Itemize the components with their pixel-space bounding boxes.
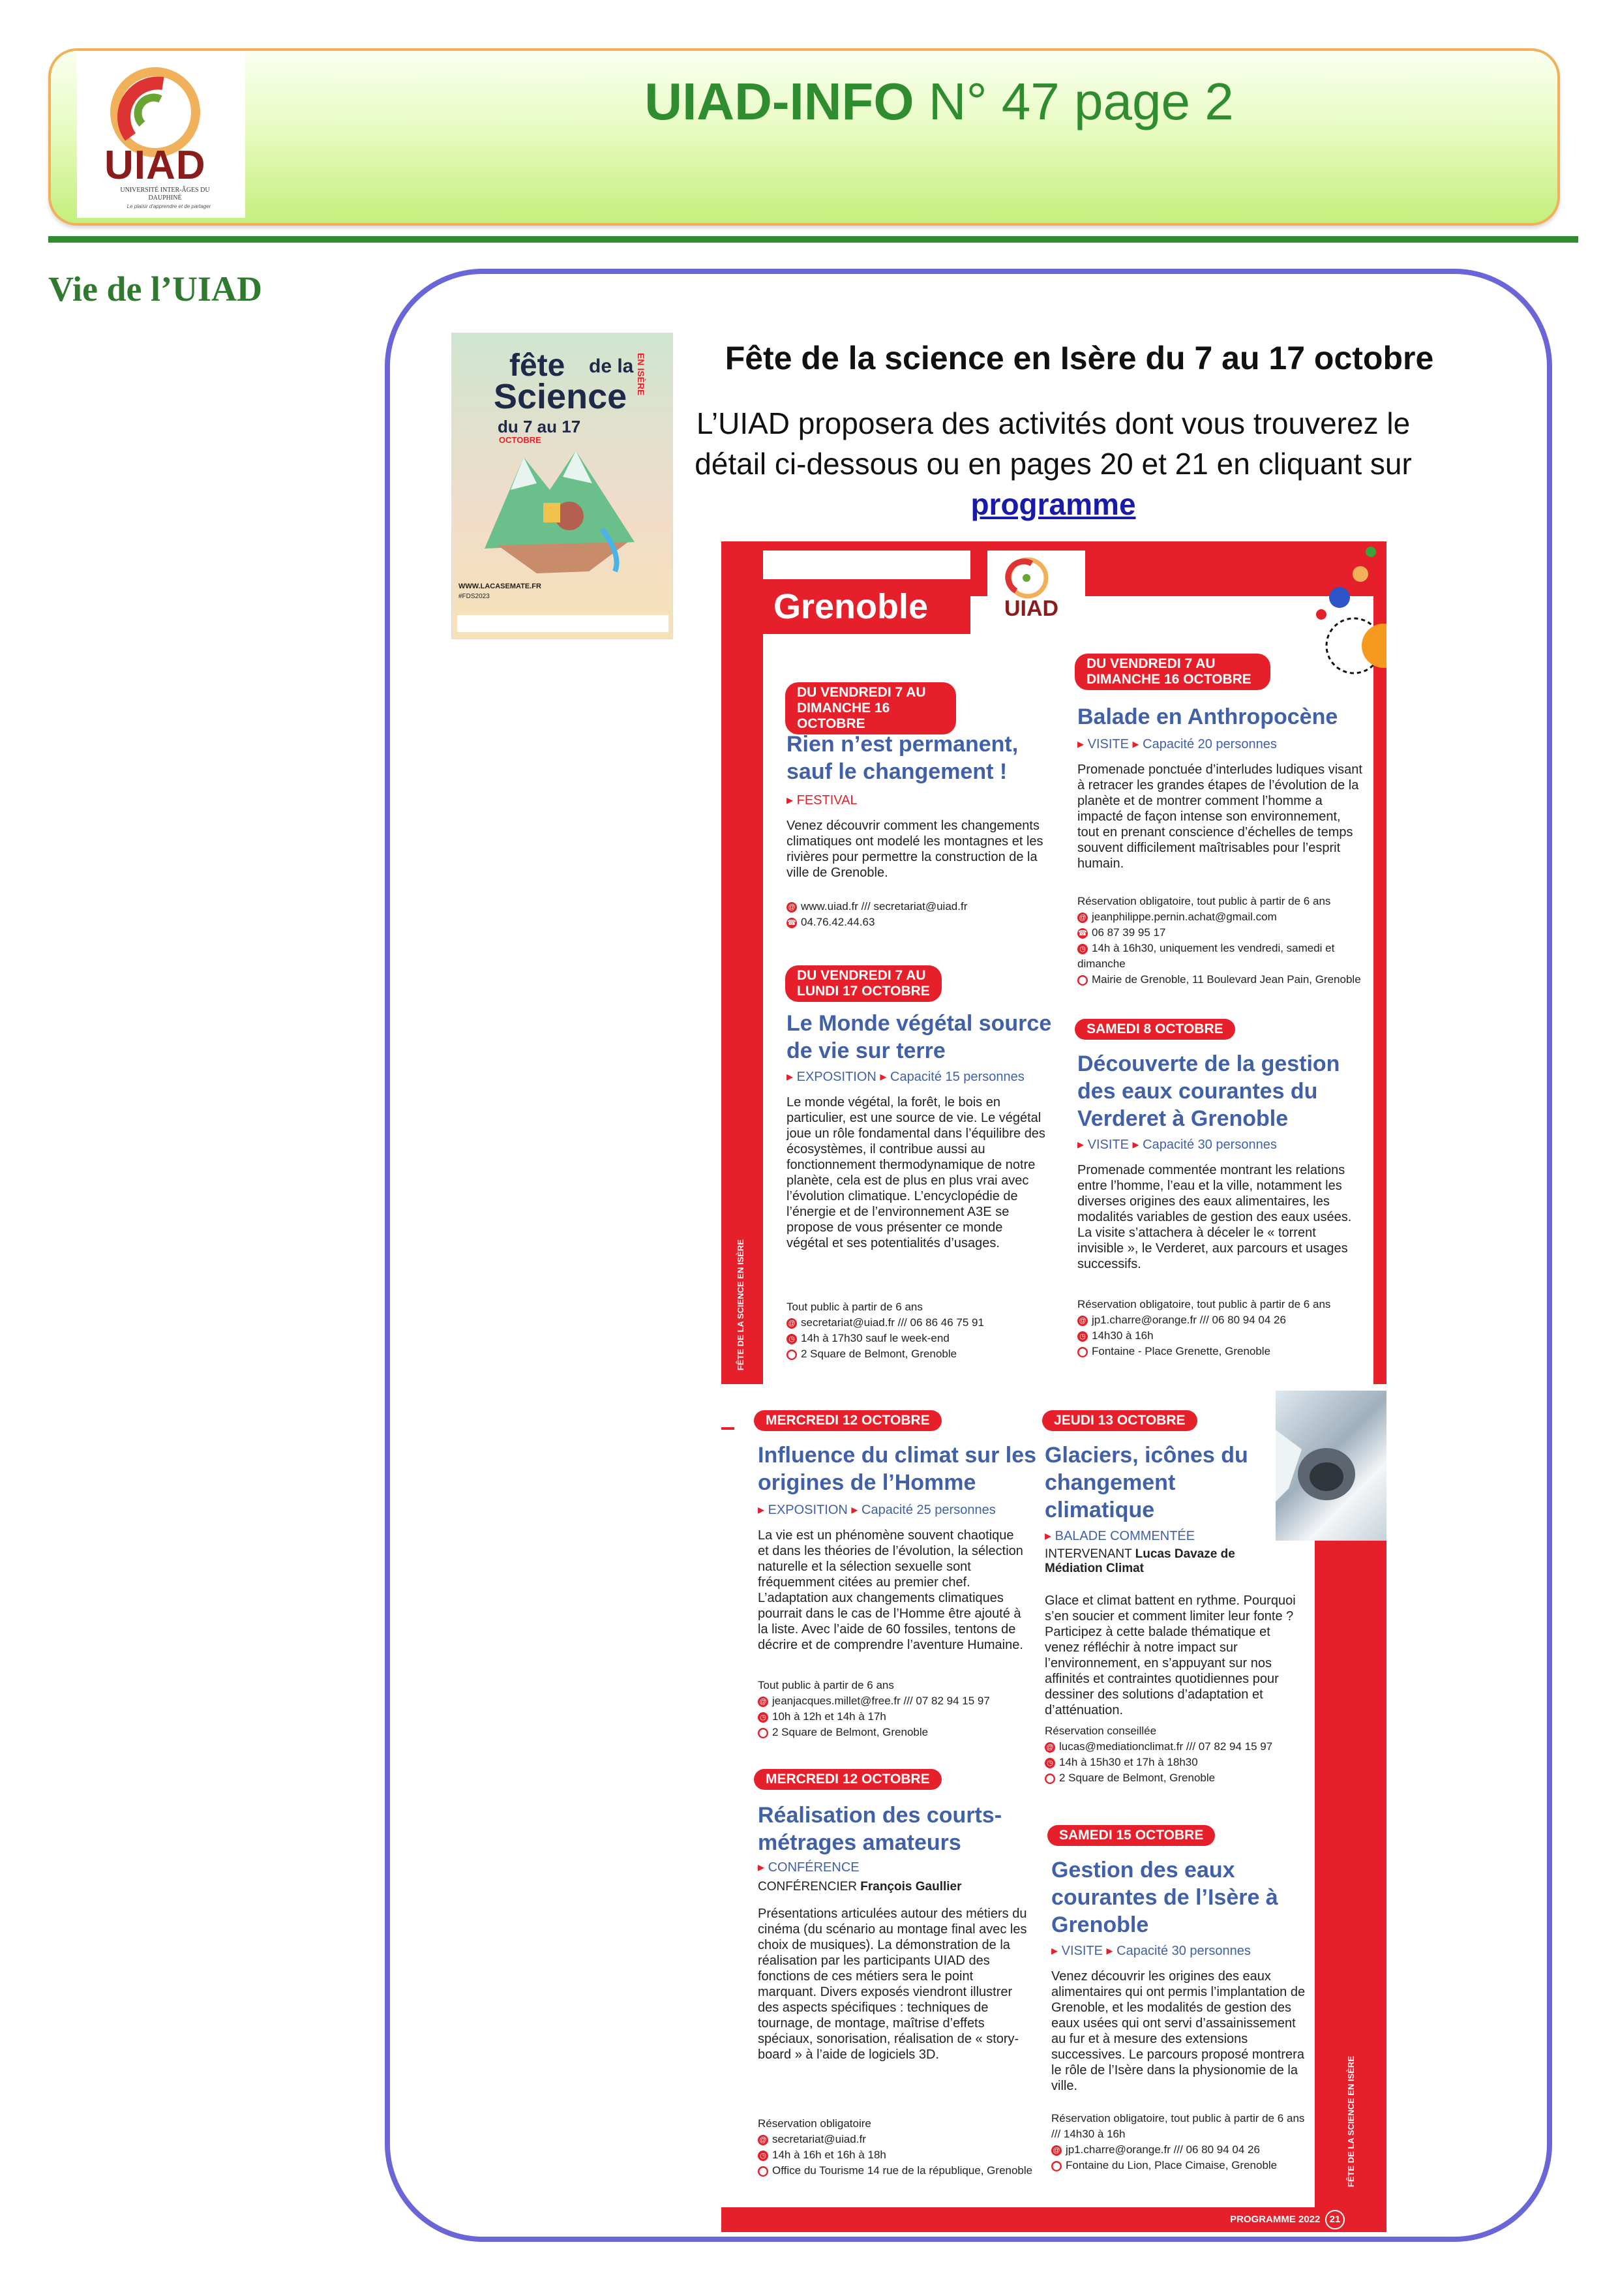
event-intro bbox=[672, 403, 1435, 524]
event-type: ▸ EXPOSITION ▸ Capacité 25 personnes bbox=[758, 1503, 996, 1517]
speaker-label: CONFÉRENCIER bbox=[758, 1880, 858, 1894]
programme-page-20 bbox=[721, 541, 1386, 1384]
info-text: 14h30 à 16h bbox=[1092, 1329, 1154, 1342]
event-info bbox=[758, 2116, 1038, 2179]
clock-icon: ◷ bbox=[1045, 1758, 1055, 1768]
programme-link[interactable]: programme bbox=[970, 487, 1136, 521]
logo-subtitle: UNIVERSITÉ INTER-ÂGES DU DAUPHINÉ bbox=[120, 187, 210, 202]
event-title: Rien n’est permanent, sauf le changement ! bbox=[787, 732, 1019, 784]
poster-month: OCTOBRE bbox=[499, 435, 541, 445]
event-title: Gestion des eaux courantes de l’Isère à Grenoble bbox=[1051, 1858, 1278, 1937]
info-line bbox=[1077, 1297, 1364, 1312]
event-type-label: BALADE COMMENTÉE bbox=[1055, 1529, 1195, 1543]
info-line bbox=[787, 1346, 1047, 1362]
event-info bbox=[787, 899, 1047, 930]
info-text: 14h à 15h30 et 17h à 18h30 bbox=[1059, 1756, 1198, 1768]
info-text: 04.76.42.44.63 bbox=[801, 916, 875, 928]
glacier-photo bbox=[1276, 1391, 1386, 1541]
poster-url[interactable]: WWW.LACASEMATE.FR bbox=[458, 582, 541, 590]
logo-text: UIAD bbox=[104, 143, 206, 188]
event-type: ▸ CONFÉRENCE bbox=[758, 1860, 860, 1875]
email-icon: @ bbox=[787, 1318, 797, 1329]
info-text: 14h à 17h30 sauf le week-end bbox=[801, 1332, 950, 1344]
event-intro-text: L’UIAD proposera des activités dont vous trouverez le détail ci-dessous ou en pages 20 et 21 en cliquant sur bbox=[695, 406, 1412, 481]
event-capacity: Capacité 15 personnes bbox=[890, 1070, 1025, 1084]
info-text[interactable]: www.uiad.fr /// secretariat@uiad.fr bbox=[801, 900, 968, 913]
date-badge: MERCREDI 12 OCTOBRE bbox=[754, 1769, 942, 1790]
date-badge: DU VENDREDI 7 AU DIMANCHE 16 OCTOBRE bbox=[1075, 654, 1270, 690]
uiad-logo bbox=[77, 52, 245, 218]
event-description: Promenade commentée montrant les relations entre l’homme, l’eau et la ville, notamment les diverses origines des eaux alimentaires, les modalités variables de gestion des eaux usées. La visite s’attachera à déceler le « torrent invisible », le Verderet, aux parcours et usages successifs. bbox=[1077, 1163, 1352, 1271]
email-icon: @ bbox=[758, 2135, 768, 2145]
email-icon: @ bbox=[1045, 1742, 1055, 1753]
location-icon: ⬤ bbox=[787, 1350, 796, 1359]
event-type: ▸ VISITE ▸ Capacité 30 personnes bbox=[1051, 1944, 1251, 1958]
poster-side: EN ISÈRE bbox=[636, 353, 646, 396]
location-icon: ⬤ bbox=[1078, 1348, 1087, 1356]
info-text: Office du Tourisme 14 rue de la république, Grenoble bbox=[772, 2164, 1033, 2177]
info-text: Réservation obligatoire bbox=[758, 2117, 871, 2130]
event-type: ▸ FESTIVAL bbox=[787, 793, 858, 808]
email-icon: @ bbox=[1077, 1316, 1088, 1326]
info-text: Réservation conseillée bbox=[1045, 1725, 1157, 1737]
phone-icon: ☎ bbox=[1078, 929, 1087, 937]
clock-icon: ◷ bbox=[758, 2151, 768, 2161]
event-description: Le monde végétal, la forêt, le bois en particulier, est une source de vie. Le végétal joue un rôle fondamental dans l’équilibre des écosystèmes, il contribue aussi au fonctionnement thermodynamique de notre planète, cela est de plus en plus vrai avec l’évolution climatique. L’encyclopédie de l’énergie et de l’environnement A3E se propose de vous présenter ce monde végétal et ses potentialités d’usages. bbox=[787, 1095, 1045, 1250]
event-title: Réalisation des courts-métrages amateurs bbox=[758, 1803, 1002, 1855]
event-info bbox=[1051, 2111, 1312, 2173]
page2-top-tick bbox=[721, 1427, 734, 1430]
event-info bbox=[1045, 1723, 1312, 1786]
event-title: Le Monde végétal source de vie sur terre bbox=[787, 1011, 1052, 1063]
info-text: Réservation obligatoire, tout public à partir de 6 ans bbox=[1077, 1298, 1331, 1310]
info-text[interactable]: secretariat@uiad.fr bbox=[772, 2133, 866, 2145]
phone-icon: ☎ bbox=[787, 918, 796, 927]
info-text: 14h à 16h30, uniquement les vendredi, samedi et dimanche bbox=[1077, 942, 1335, 970]
footer-label: PROGRAMME 2022 bbox=[1230, 2214, 1321, 2225]
info-line bbox=[787, 1299, 1047, 1315]
info-line bbox=[787, 1331, 1047, 1346]
poster-line2: Science bbox=[494, 377, 627, 416]
info-line bbox=[758, 1678, 1038, 1693]
date-badge: SAMEDI 15 OCTOBRE bbox=[1047, 1825, 1215, 1846]
info-line bbox=[1077, 1328, 1364, 1344]
decorative-dots-icon bbox=[1256, 541, 1386, 685]
fete-science-poster bbox=[451, 333, 673, 639]
speaker-name: François Gaullier bbox=[860, 1880, 962, 1894]
svg-text:UIAD: UIAD bbox=[1004, 596, 1059, 621]
clock-icon: ◷ bbox=[758, 1712, 768, 1723]
info-line bbox=[1045, 1723, 1312, 1739]
date-badge: MERCREDI 12 OCTOBRE bbox=[754, 1410, 942, 1431]
info-line bbox=[758, 2163, 1038, 2179]
event-type-label: VISITE bbox=[1061, 1944, 1103, 1958]
info-text: 2 Square de Belmont, Grenoble bbox=[801, 1348, 957, 1360]
event-type: ▸ BALADE COMMENTÉE bbox=[1045, 1529, 1195, 1543]
event-description: Venez découvrir les origines des eaux alimentaires qui ont permis l’implantation de Grenoble, et les modalités de gestion des eaux usées qui ont servi d’assainissement au fur et à mesure des extensions successives. Le parcours proposé montrera le rôle de l’Isère dans la physionomie de la ville. bbox=[1051, 1969, 1306, 2093]
date-badge: JEUDI 13 OCTOBRE bbox=[1042, 1410, 1197, 1431]
info-line bbox=[758, 2147, 1038, 2163]
info-text: 2 Square de Belmont, Grenoble bbox=[772, 1726, 929, 1738]
info-line bbox=[1051, 2111, 1312, 2142]
event-type: ▸ VISITE ▸ Capacité 20 personnes bbox=[1077, 737, 1277, 751]
info-text[interactable]: jp1.charre@orange.fr /// 06 80 94 04 26 bbox=[1092, 1314, 1286, 1326]
info-line bbox=[787, 899, 1047, 914]
event-description: Glace et climat battent en rythme. Pourquoi s’en soucier et comment limiter leur fonte ? Participez à cette balade thématique et venez réfléchir à notre impact sur l’environnement, en s’appuyant sur nos affinités et contraintes quotidiennes pour dessiner des solutions d’adaptation et d’atténuation. bbox=[1045, 1594, 1296, 1717]
clock-icon: ◷ bbox=[1077, 1331, 1088, 1342]
event-description: La vie est un phénomène souvent chaotique et dans les théories de l’évolution, la sélection naturelle et la sélection sexuelle sont fréquemment citées au premier chef. L’adaptation aux changements climatiques pourrait dans le cas de l’Homme être ajouté à la liste. Avec l’aide de 60 fossiles, tentons de décrire et de comprendre l’aventure Humaine. bbox=[758, 1528, 1023, 1652]
info-line bbox=[787, 914, 1047, 930]
date-badge: DU VENDREDI 7 AU DIMANCHE 16 OCTOBRE bbox=[785, 682, 956, 734]
clock-icon: ◷ bbox=[1077, 944, 1088, 954]
page2-vertical-text: FÊTE DE LA SCIENCE EN ISÈRE bbox=[1346, 2056, 1356, 2188]
web-icon: @ bbox=[787, 902, 797, 913]
location-icon: ⬤ bbox=[1078, 976, 1087, 984]
logo-motto: Le plaisir d'apprendre et de partager bbox=[127, 204, 211, 209]
event-capacity: Capacité 20 personnes bbox=[1143, 737, 1277, 751]
poster-line1b: de la bbox=[589, 355, 634, 377]
event-info bbox=[1077, 894, 1364, 988]
info-text[interactable]: jeanphilippe.pernin.achat@gmail.com bbox=[1092, 911, 1277, 923]
info-text: Fontaine du Lion, Place Cimaise, Grenoble bbox=[1066, 2159, 1278, 2171]
location-icon: ⬤ bbox=[758, 2167, 768, 2175]
page-title bbox=[417, 72, 1461, 132]
city-label: Grenoble bbox=[763, 579, 970, 634]
page-number: 21 bbox=[1325, 2210, 1345, 2229]
info-text: Réservation obligatoire, tout public à partir de 6 ans bbox=[1077, 895, 1331, 907]
email-icon: @ bbox=[758, 1697, 768, 1707]
event-type-label: VISITE bbox=[1087, 737, 1129, 751]
speaker-name: Lucas Davaze de Médiation Climat bbox=[1045, 1547, 1235, 1575]
info-text: 14h à 16h et 16h à 18h bbox=[772, 2149, 886, 2161]
event-type-label: EXPOSITION bbox=[768, 1503, 848, 1517]
info-text: Tout public à partir de 6 ans bbox=[758, 1679, 894, 1691]
info-text: Réservation obligatoire, tout public à partir de 6 ans /// 14h30 à 16h bbox=[1051, 2112, 1305, 2140]
info-text: 06 87 39 95 17 bbox=[1092, 926, 1166, 939]
speaker bbox=[758, 1880, 962, 1894]
event-info bbox=[758, 1678, 1038, 1740]
info-line bbox=[1077, 1344, 1364, 1359]
clock-icon: ◷ bbox=[787, 1334, 797, 1344]
info-line bbox=[758, 1709, 1038, 1725]
info-line bbox=[787, 1315, 1047, 1331]
event-type: ▸ EXPOSITION ▸ Capacité 15 personnes bbox=[787, 1070, 1025, 1084]
title-bold: UIAD-INFO bbox=[644, 72, 914, 130]
speaker bbox=[1045, 1547, 1253, 1576]
event-capacity: Capacité 30 personnes bbox=[1143, 1138, 1277, 1152]
event-info bbox=[1077, 1297, 1364, 1359]
info-line bbox=[1045, 1770, 1312, 1786]
info-text: Tout public à partir de 6 ans bbox=[787, 1301, 923, 1313]
info-text: Fontaine - Place Grenette, Grenoble bbox=[1092, 1345, 1271, 1357]
location-icon: ⬤ bbox=[758, 1729, 768, 1737]
info-line bbox=[1077, 909, 1364, 925]
info-line bbox=[1077, 1312, 1364, 1328]
event-type-label: FESTIVAL bbox=[796, 793, 858, 808]
info-line bbox=[1077, 972, 1364, 988]
info-line bbox=[1077, 925, 1364, 941]
event-title: Balade en Anthropocène bbox=[1077, 704, 1338, 729]
section-heading: Vie de l’UIAD bbox=[48, 269, 262, 309]
info-text: 10h à 12h et 14h à 17h bbox=[772, 1710, 886, 1723]
info-line bbox=[1051, 2158, 1312, 2173]
page1-uiad-logo bbox=[987, 551, 1085, 630]
date-badge: DU VENDREDI 7 AU LUNDI 17 OCTOBRE bbox=[785, 965, 942, 1002]
info-line bbox=[1045, 1755, 1312, 1770]
date-badge: SAMEDI 8 OCTOBRE bbox=[1075, 1019, 1235, 1040]
event-type-label: CONFÉRENCE bbox=[768, 1860, 860, 1875]
email-icon: @ bbox=[1077, 913, 1088, 923]
event-type: ▸ VISITE ▸ Capacité 30 personnes bbox=[1077, 1138, 1277, 1152]
email-icon: @ bbox=[1051, 2145, 1062, 2156]
header-rule bbox=[48, 236, 1578, 243]
poster-dates: du 7 au 17 bbox=[498, 417, 581, 436]
event-type-label: EXPOSITION bbox=[796, 1070, 876, 1084]
event-description: Venez découvrir comment les changements climatiques ont modelé les montagnes et les rivières pour permettre la construction de la ville de Grenoble. bbox=[787, 819, 1043, 880]
glacier-cave-icon bbox=[1276, 1391, 1386, 1541]
info-line bbox=[758, 1725, 1038, 1740]
location-icon: ⬤ bbox=[1052, 2162, 1061, 2170]
info-line bbox=[1051, 2142, 1312, 2158]
uiad-mini-logo-icon bbox=[987, 551, 1085, 630]
location-icon: ⬤ bbox=[1045, 1774, 1055, 1783]
info-text[interactable]: secretariat@uiad.fr /// 06 86 46 75 91 bbox=[801, 1316, 984, 1329]
info-line bbox=[758, 2116, 1038, 2132]
event-title: Glaciers, icônes du changement climatique bbox=[1045, 1443, 1248, 1522]
info-text[interactable]: jeanjacques.millet@free.fr /// 07 82 94 15 97 bbox=[772, 1695, 990, 1707]
info-text[interactable]: lucas@mediationclimat.fr /// 07 82 94 15 97 bbox=[1059, 1740, 1273, 1753]
event-capacity: Capacité 25 personnes bbox=[861, 1503, 996, 1517]
poster-sponsor-strip bbox=[457, 615, 668, 632]
event-title: Fête de la science en Isère du 7 au 17 octobre bbox=[725, 340, 1434, 376]
info-line bbox=[758, 2132, 1038, 2147]
programme-page-21 bbox=[721, 1391, 1386, 2232]
speaker-label: INTERVENANT bbox=[1045, 1547, 1132, 1561]
poster-hashtag: #FDS2023 bbox=[458, 593, 490, 600]
event-type-label: VISITE bbox=[1087, 1138, 1129, 1152]
info-line bbox=[1077, 894, 1364, 909]
page1-vertical-text: FÊTE DE LA SCIENCE EN ISÈRE bbox=[736, 1239, 745, 1371]
event-title: Influence du climat sur les origines de l’Homme bbox=[758, 1443, 1037, 1495]
event-title: Découverte de la gestion des eaux courantes du Verderet à Grenoble bbox=[1077, 1051, 1340, 1131]
event-capacity: Capacité 30 personnes bbox=[1116, 1944, 1251, 1958]
poster-island-illustration bbox=[472, 431, 654, 575]
info-line bbox=[1045, 1739, 1312, 1755]
event-description: Promenade ponctuée d’interludes ludiques visant à retracer les grandes étapes de l’évolution de la planète et de montrer comment l’homme a impacté de façon intense son environnement, tout en prenant conscience d’échelles de temps souvent difficilement maîtrisables pour l’esprit humain. bbox=[1077, 763, 1362, 871]
poster-line1: fête bbox=[509, 348, 565, 383]
info-text: Mairie de Grenoble, 11 Boulevard Jean Pain, Grenoble bbox=[1092, 973, 1361, 986]
event-description: Présentations articulées autour des métiers du cinéma (du scénario au montage final avec les choix de musiques). La démonstration de la réalisation par les participants UIAD des fonctions de ces métiers sera le point marquant. Divers exposés viendront illustrer des aspects spécifiques : techniques de tournage, de montage, maîtrise d’effets spéciaux, sonorisation, réalisation de « story-board » à l’aide de logiciels 3D. bbox=[758, 1907, 1027, 2062]
event-info bbox=[787, 1299, 1047, 1362]
info-text[interactable]: jp1.charre@orange.fr /// 06 80 94 04 26 bbox=[1066, 2143, 1260, 2156]
title-rest: N° 47 page 2 bbox=[914, 72, 1234, 130]
info-line bbox=[758, 1693, 1038, 1709]
info-line bbox=[1077, 941, 1364, 972]
info-text: 2 Square de Belmont, Grenoble bbox=[1059, 1772, 1216, 1784]
